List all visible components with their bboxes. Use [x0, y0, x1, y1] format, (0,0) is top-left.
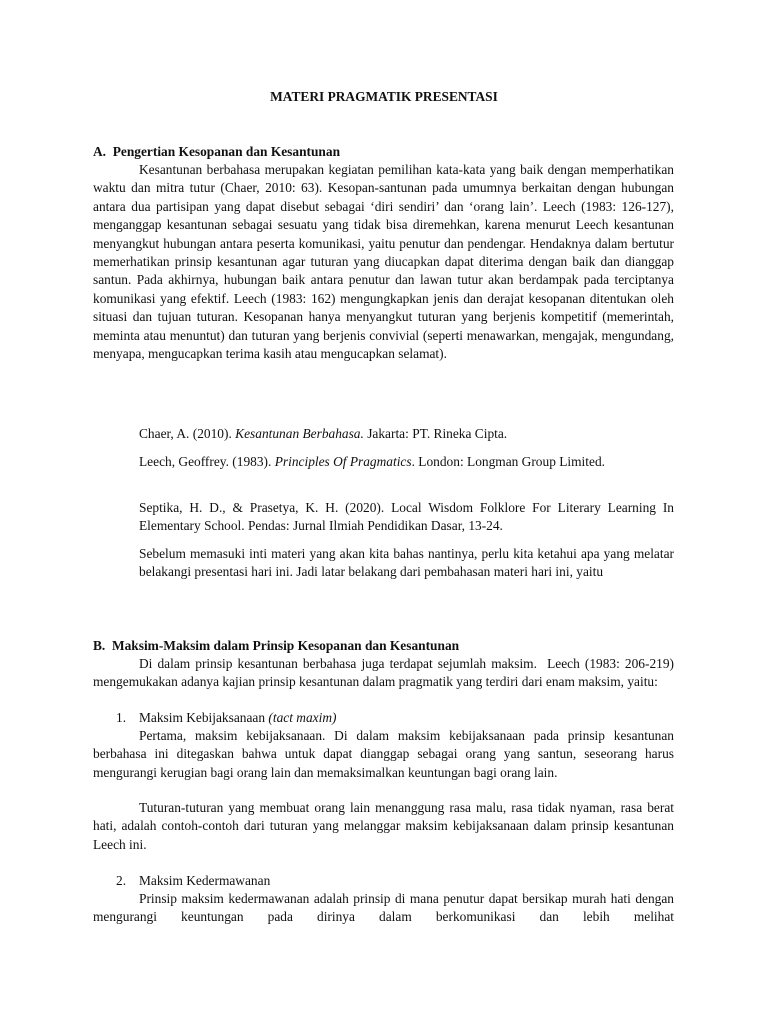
reference-item — [139, 425, 674, 443]
reference-text: . London: Longman Group Limited. — [411, 454, 605, 469]
section-a-heading: A. Pengertian Kesopanan dan Kesantunan — [93, 144, 341, 159]
list-label-text: Maksim Kebijaksanaan — [139, 710, 269, 725]
intro-note: Sebelum memasuki inti materi yang akan kita bahas nantinya, perlu kita ketahui apa yang melatar belakangi presentasi hari ini. Jadi latar belakang dari pembahasan materi hari ini, yaitu — [139, 546, 674, 580]
reference-text: Septika, H. D., & Prasetya, K. H. (2020). Local Wisdom Folklore For Literary Learning In Elementary School. Pendas: Jurnal Ilmiah Pendidikan Dasar, 13-24. — [139, 500, 674, 534]
reference-text: Chaer, A. (2010). — [139, 426, 236, 441]
reference-item — [139, 499, 674, 536]
list-item-2 — [116, 872, 271, 890]
list-label — [139, 709, 336, 727]
list-number: 1. — [116, 710, 127, 725]
list-label: Maksim Kedermawanan — [139, 873, 271, 888]
section-a-paragraph: Kesantunan berbahasa merupakan kegiatan pemilihan kata-kata yang baik dengan memperhatikan waktu dan mitra tutur (Chaer, 2010: 63). Kesopan-santunan pada umumnya berkaitan dengan hubungan antara dua partisipan yang dapat disebut sebagai ‘diri sendiri’ dan ‘orang lain’. Leech (1983: 126-127), menganggap kesantunan sebagai sesuatu yang tidak bisa diremehkan, karena menurut Leech kesantunan menyangkut hubungan antara peserta komunikasi, yaitu penutur dan pendengar. Hendaknya dalam bertutur memerhatikan prinsip kesantunan agar tuturan yang diucapkan dapat diterima dengan baik dan dianggap santun. Pada akhirnya, hubungan baik antara penutur dan lawan tutur akan berdampak pada terciptanya komunikasi yang efektif. Leech (1983: 162) mengungkapkan jenis dan derajat kesopanan ditentukan oleh situasi dan tujuan tuturan. Kesopanan hanya menyangkut tuturan yang berjenis kompetitif (memerintah, meminta atau menuntut) dan tuturan yang berjenis convivial (seperti menawarkan, mengajak, mengundang, menyapa, mengucapkan terima kasih atau mengucapkan selamat). — [93, 162, 674, 362]
list-item-1 — [116, 709, 337, 727]
reference-text: Leech, Geoffrey. (1983). — [139, 454, 275, 469]
reference-item — [139, 453, 674, 471]
section-b-heading: B. Maksim-Maksim dalam Prinsip Kesopanan dan Kesantunan — [93, 638, 460, 653]
reference-text: Jakarta: PT. Rineka Cipta. — [363, 426, 508, 441]
section-b-paragraph: Di dalam prinsip kesantunan berbahasa juga terdapat sejumlah maksim. Leech (1983: 206-219) mengemukakan adanya kajian prinsip kesantunan dalam pragmatik yang terdiri dari enam maksim, yaitu: — [93, 656, 674, 690]
reference-title: Kesantunan Berbahasa. — [235, 426, 364, 441]
document-title: MATERI PRAGMATIK PRESENTASI — [270, 89, 498, 104]
list-item-1-paragraph: Tuturan-tuturan yang membuat orang lain menanggung rasa malu, rasa tidak nyaman, rasa berat hati, adalah contoh-contoh dari tuturan yang melanggar maksim kebijaksanaan dalam prinsip kesantunan Leech ini. — [93, 800, 674, 852]
list-item-2-paragraph: Prinsip maksim kedermawanan adalah prinsip di mana penutur dapat bersikap murah hati dengan mengurangi keuntungan pada dirinya dalam berkomunikasi dan lebih melihat — [93, 891, 674, 925]
list-number: 2. — [116, 873, 127, 888]
reference-title: Principles Of Pragmatics — [274, 454, 412, 469]
list-label-term: (tact maxim) — [268, 710, 337, 725]
list-item-1-paragraph: Pertama, maksim kebijaksanaan. Di dalam maksim kebijaksanaan pada prinsip kesantunan berbahasa ini ditegaskan bahwa untuk dapat dianggap sebagai orang yang santun, seseorang harus mengurangi kerugian bagi orang lain dan memaksimalkan keuntungan bagi orang lain. — [93, 728, 674, 780]
